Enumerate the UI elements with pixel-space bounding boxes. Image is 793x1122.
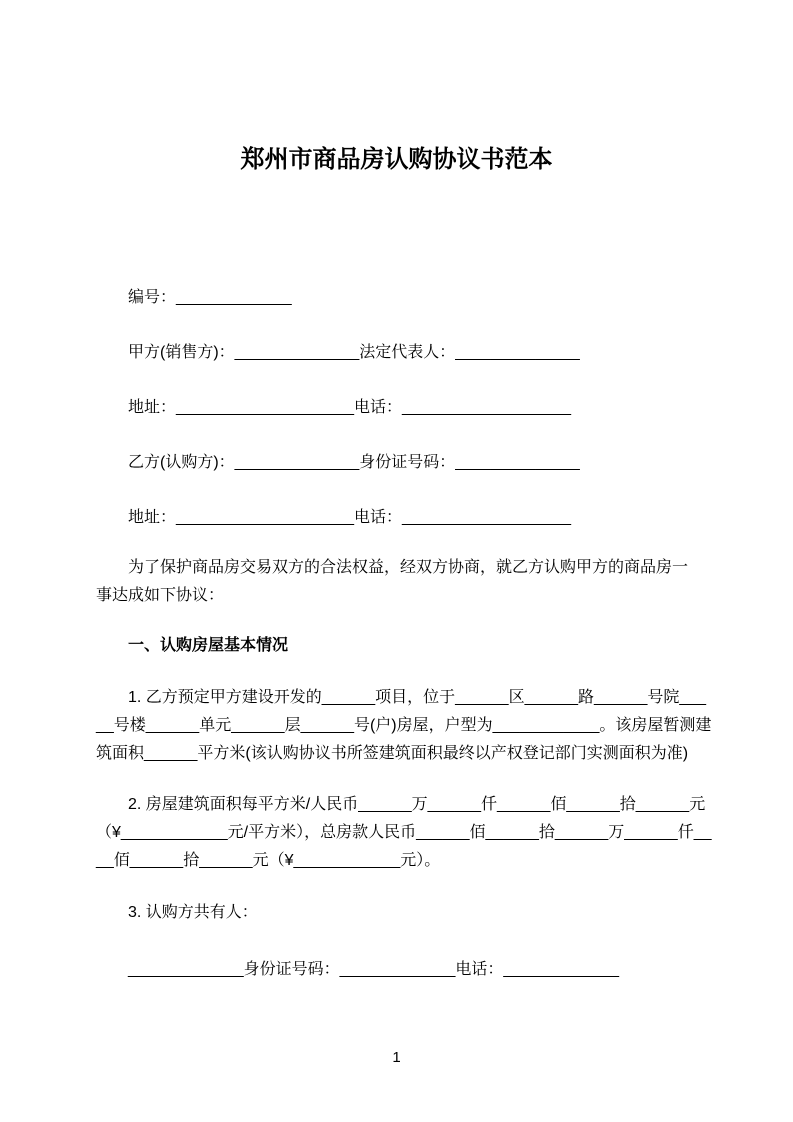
document-title: 郑州市商品房认购协议书范本: [240, 146, 553, 173]
preamble-line-2: 事达成如下协议：: [96, 587, 225, 604]
page-number: 1: [392, 1049, 401, 1066]
item2-line-2: （¥____________元/平方米），总房款人民币______佰______拾______万______仟__: [96, 824, 712, 841]
field-line-number: 编号：_____________: [128, 289, 292, 306]
preamble-line-1: 为了保护商品房交易双方的合法权益，经双方协商，就乙方认购甲方的商品房一: [128, 559, 689, 576]
item1-line-3: 筑面积______平方米(该认购协议书所签建筑面积最终以产权登记部门实测面积为准): [96, 745, 689, 762]
field-line-party-b: 乙方(认购方)：______________身份证号码：______________: [128, 454, 580, 471]
section-one-heading: 一、认购房屋基本情况: [128, 637, 289, 654]
field-line-address-b: 地址：____________________电话：___________________: [128, 509, 572, 526]
item1-line-1: 1. 乙方预定甲方建设开发的______项目，位于______区______路______号院___: [128, 689, 707, 706]
item3-coowner-line: _____________身份证号码：_____________电话：_____________: [128, 961, 620, 978]
item1-line-2: __号楼______单元______层______号(户)房屋，户型为____________。该房屋暂测建: [96, 717, 712, 734]
item3-heading: 3. 认购方共有人：: [128, 904, 258, 921]
item2-line-1: 2. 房屋建筑面积每平方米/人民币______万______仟______佰______拾______元: [128, 796, 706, 813]
field-line-party-a: 甲方(销售方)：______________法定代表人：______________: [128, 344, 580, 361]
field-line-address-a: 地址：____________________电话：___________________: [128, 399, 572, 416]
item2-line-3: __佰______拾______元（¥____________元）。: [96, 852, 441, 869]
